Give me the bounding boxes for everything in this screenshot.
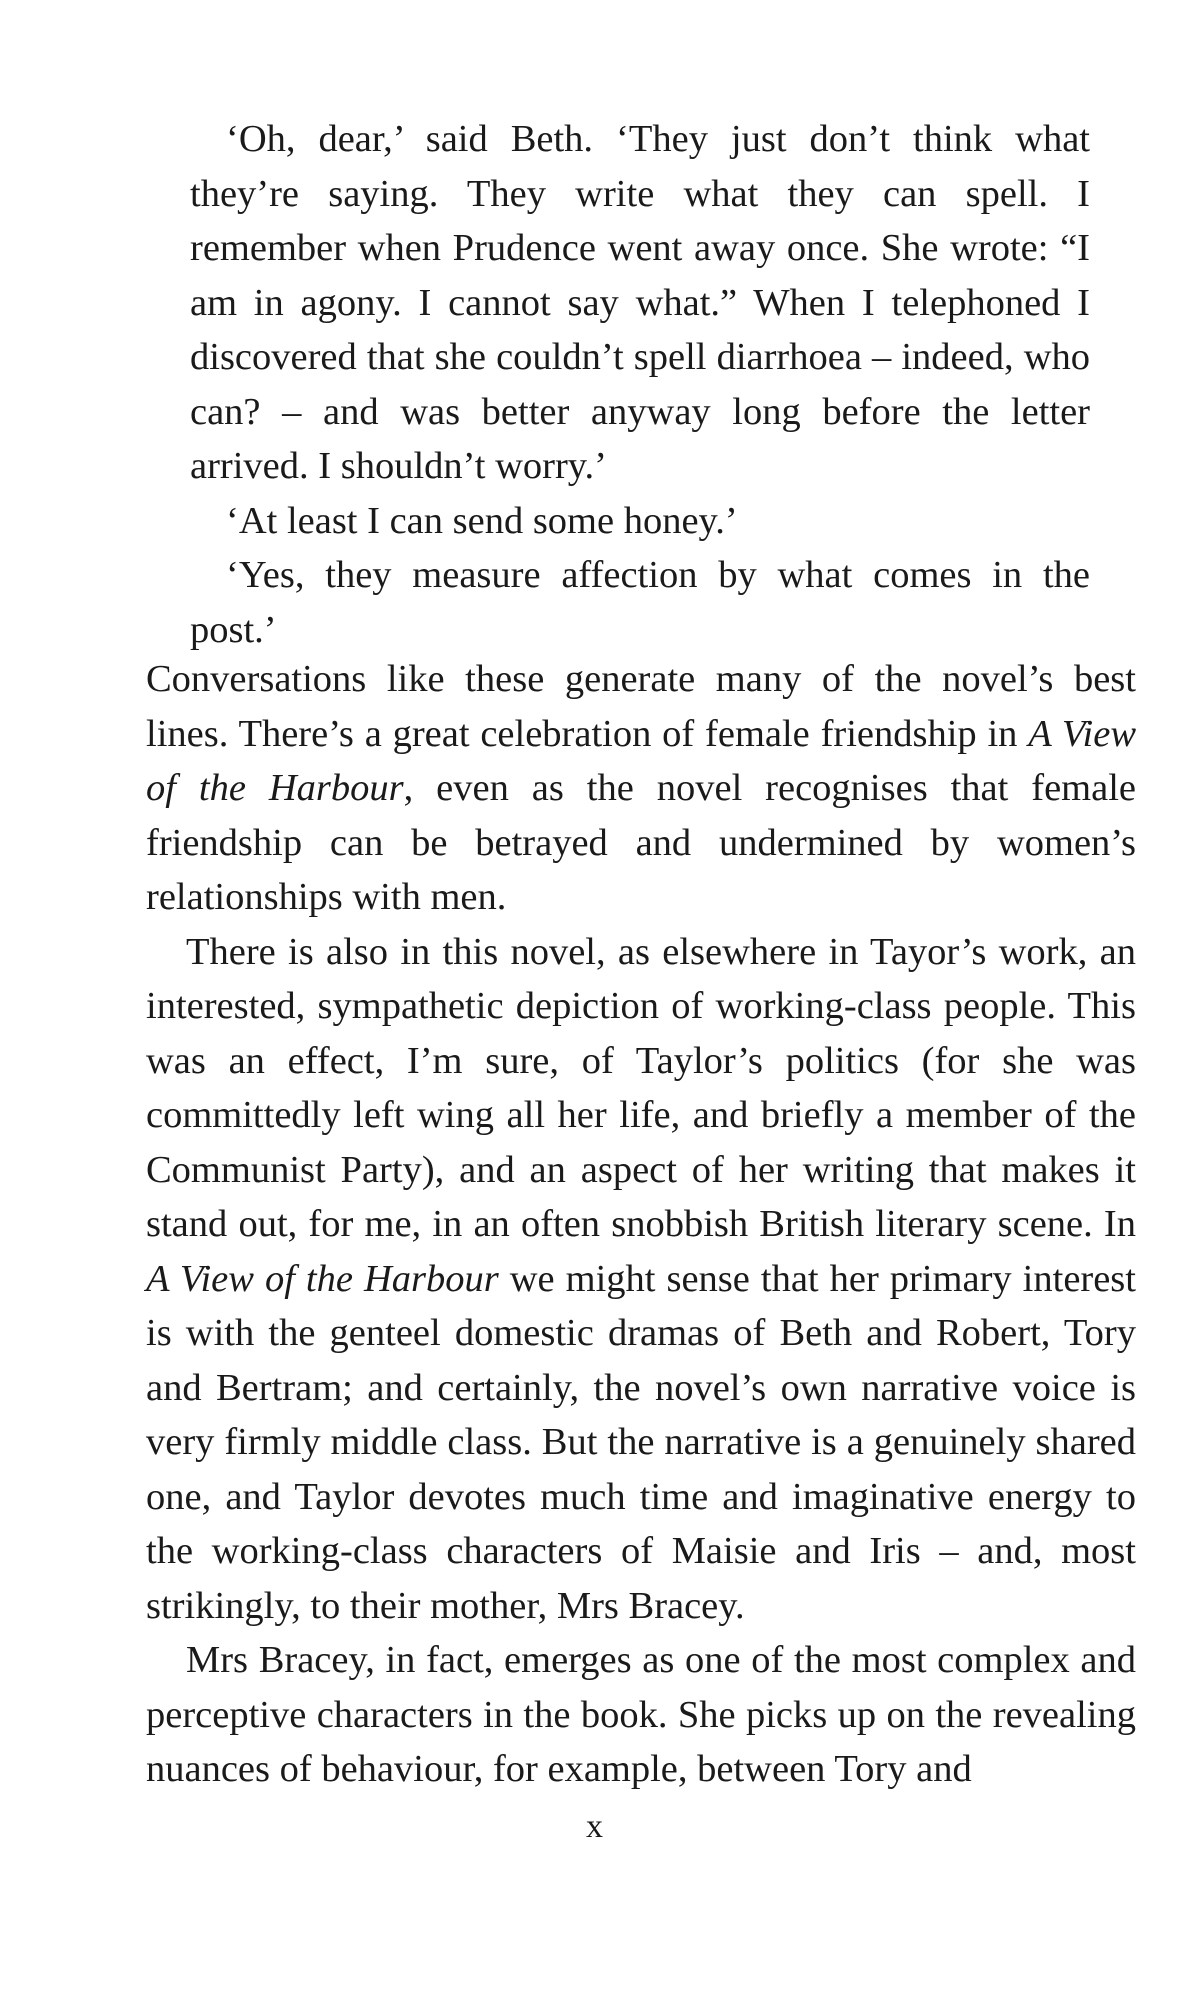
page-number: x	[586, 1808, 603, 1845]
dialogue-paragraph-beth: ‘Oh, dear,’ said Beth. ‘They just don’t think what they’re saying. They write what they can spell. I remember when Prudence went away once. She wrote: “I am in agony. I cannot say what.” When I telephoned I discovered that she couldn’t spell diarrhoea – indeed, who can? – and was better anyway long before the letter arrived. I shouldn’t worry.’	[190, 118, 1090, 487]
body-paragraph-mrs-bracey: Mrs Bracey, in fact, emerges as one of the most complex and perceptive characters in the book. She picks up on the revealing nuances of behaviour, for example, between Tory and	[146, 1639, 1136, 1790]
dialogue-paragraph-honey: ‘At least I can send some honey.’	[226, 499, 738, 542]
dialogue-paragraph-affection: ‘Yes, they measure affection by what comes in the post.’	[190, 554, 1090, 651]
book-title: A View of the Harbour	[146, 712, 1137, 809]
body-paragraph-conversations	[146, 652, 1136, 925]
book-title: A View of the Harbour	[146, 1257, 499, 1300]
text-run: There is also in this novel, as elsewhere in Tayor’s work, an interested, sympathetic depiction of working-class people. This was an effect, I’m sure, of Taylor’s politics (for she was committedly left wing all her life, and briefly a member of the Communist Party), and an aspect of her writing that makes it stand out, for me, in an often snobbish British literary scene. In	[146, 930, 1136, 1245]
text-run: we might sense that her primary interest is with the genteel domestic dramas of Beth and Robert, Tory and Bertram; and certainly, the novel’s own narrative voice is very firmly middle class. But the narrative is a genuinely shared one, and Taylor devotes much time and imaginative energy to the working-class characters of Maisie and Iris – and, most strikingly, to their mother, Mrs Bracey.	[146, 1257, 1136, 1627]
body-text	[146, 652, 1136, 1797]
quoted-dialogue-block	[190, 112, 1090, 657]
body-paragraph-working-class	[146, 925, 1136, 1634]
text-run: Conversations like these generate many of the novel’s best lines. There’s a great celebration of female friendship in	[146, 658, 1136, 755]
text-run: , even as the novel recognises that female friendship can be betrayed and undermined by women’s relationships with men.	[146, 767, 1136, 918]
